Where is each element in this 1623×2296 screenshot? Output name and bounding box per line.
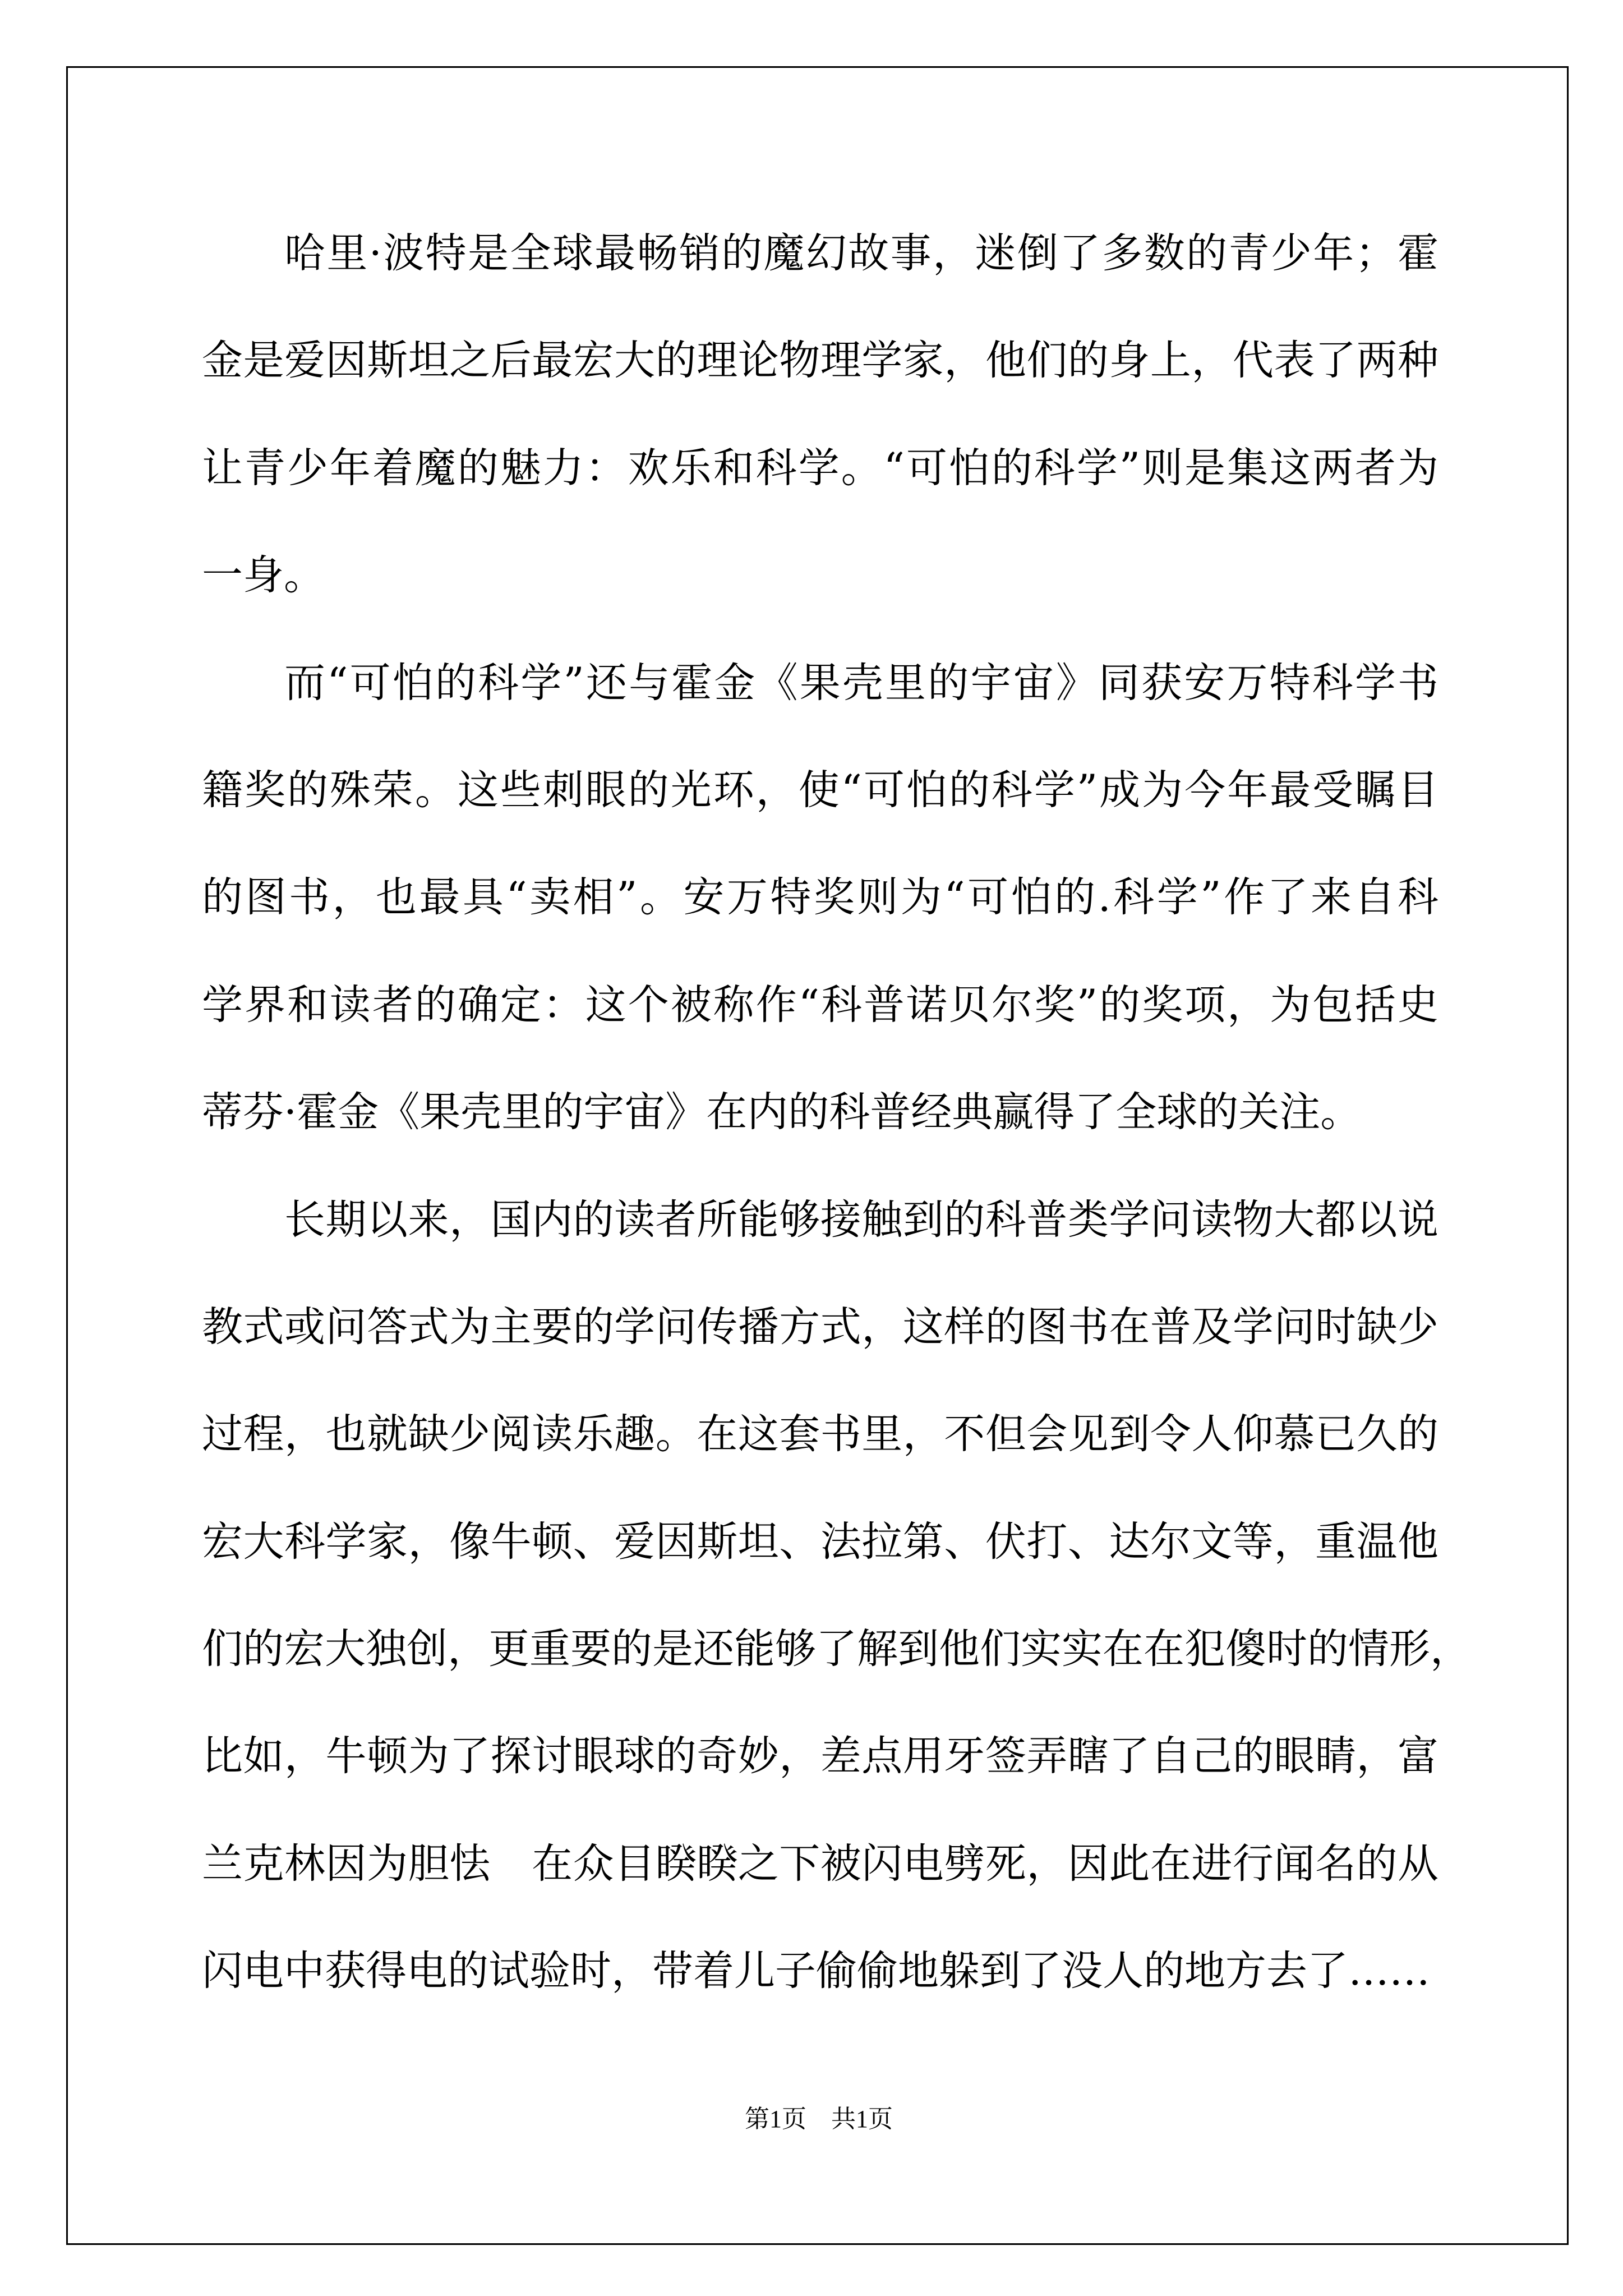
text-line: 而“可怕的科学”还与霍金《果壳里的宇宙》同获安万特科学书	[284, 659, 1438, 707]
text-line: 比如，牛顿为了探讨眼球的奇妙，差点用牙签弄瞎了自己的眼睛，富	[202, 1732, 1438, 1780]
text-line: 让青少年着魔的魅力：欢乐和科学。“可怕的科学”则是集这两者为	[202, 444, 1438, 492]
text-line: 学界和读者的确定：这个被称作“科普诺贝尔奖”的奖项，为包括史	[202, 981, 1438, 1029]
paragraph	[202, 200, 1438, 629]
text-line: 的图书，也最具“卖相”。安万特奖则为“可怕的.科学”作了来自科	[202, 873, 1438, 922]
text-line: 哈里·波特是全球最畅销的魔幻故事，迷倒了多数的青少年；霍	[284, 229, 1438, 277]
paragraph	[202, 1166, 1471, 2025]
text-line: 籍奖的殊荣。这些刺眼的光环，使“可怕的科学”成为今年最受瞩目	[202, 766, 1438, 814]
text-line: 宏大科学家，像牛顿、爱因斯坦、法拉第、伏打、达尔文等，重温他	[202, 1517, 1438, 1566]
text-line: 教式或问答式为主要的学问传播方式，这样的图书在普及学问时缺少	[202, 1303, 1438, 1351]
text-line: 长期以来，国内的读者所能够接触到的科普类学问读物大都以说	[284, 1195, 1438, 1244]
text-line: 兰克林因为胆怯 在众目睽睽之下被闪电劈死，因此在进行闻名的从	[202, 1839, 1438, 1888]
text-line: 蒂芬·霍金《果壳里的宇宙》在内的科普经典赢得了全球的关注。	[202, 1088, 1362, 1137]
text-line: 过程，也就缺少阅读乐趣。在这套书里，不但会见到令人仰慕已久的	[202, 1410, 1438, 1458]
text-line: 金是爱因斯坦之后最宏大的理论物理学家，他们的身上，代表了两种	[202, 337, 1438, 385]
paragraph	[202, 629, 1438, 1166]
text-line: 一身。	[202, 551, 325, 600]
page-number-footer: 第1页 共1页	[745, 2105, 893, 2133]
text-line: 闪电中获得电的试验时，带着儿子偷偷地躲到了没人的地方去了……	[202, 1947, 1430, 1995]
document-body	[202, 200, 1471, 2025]
text-line: 们的宏大独创，更重要的是还能够了解到他们实实在在犯傻时的情形，	[202, 1625, 1471, 1673]
